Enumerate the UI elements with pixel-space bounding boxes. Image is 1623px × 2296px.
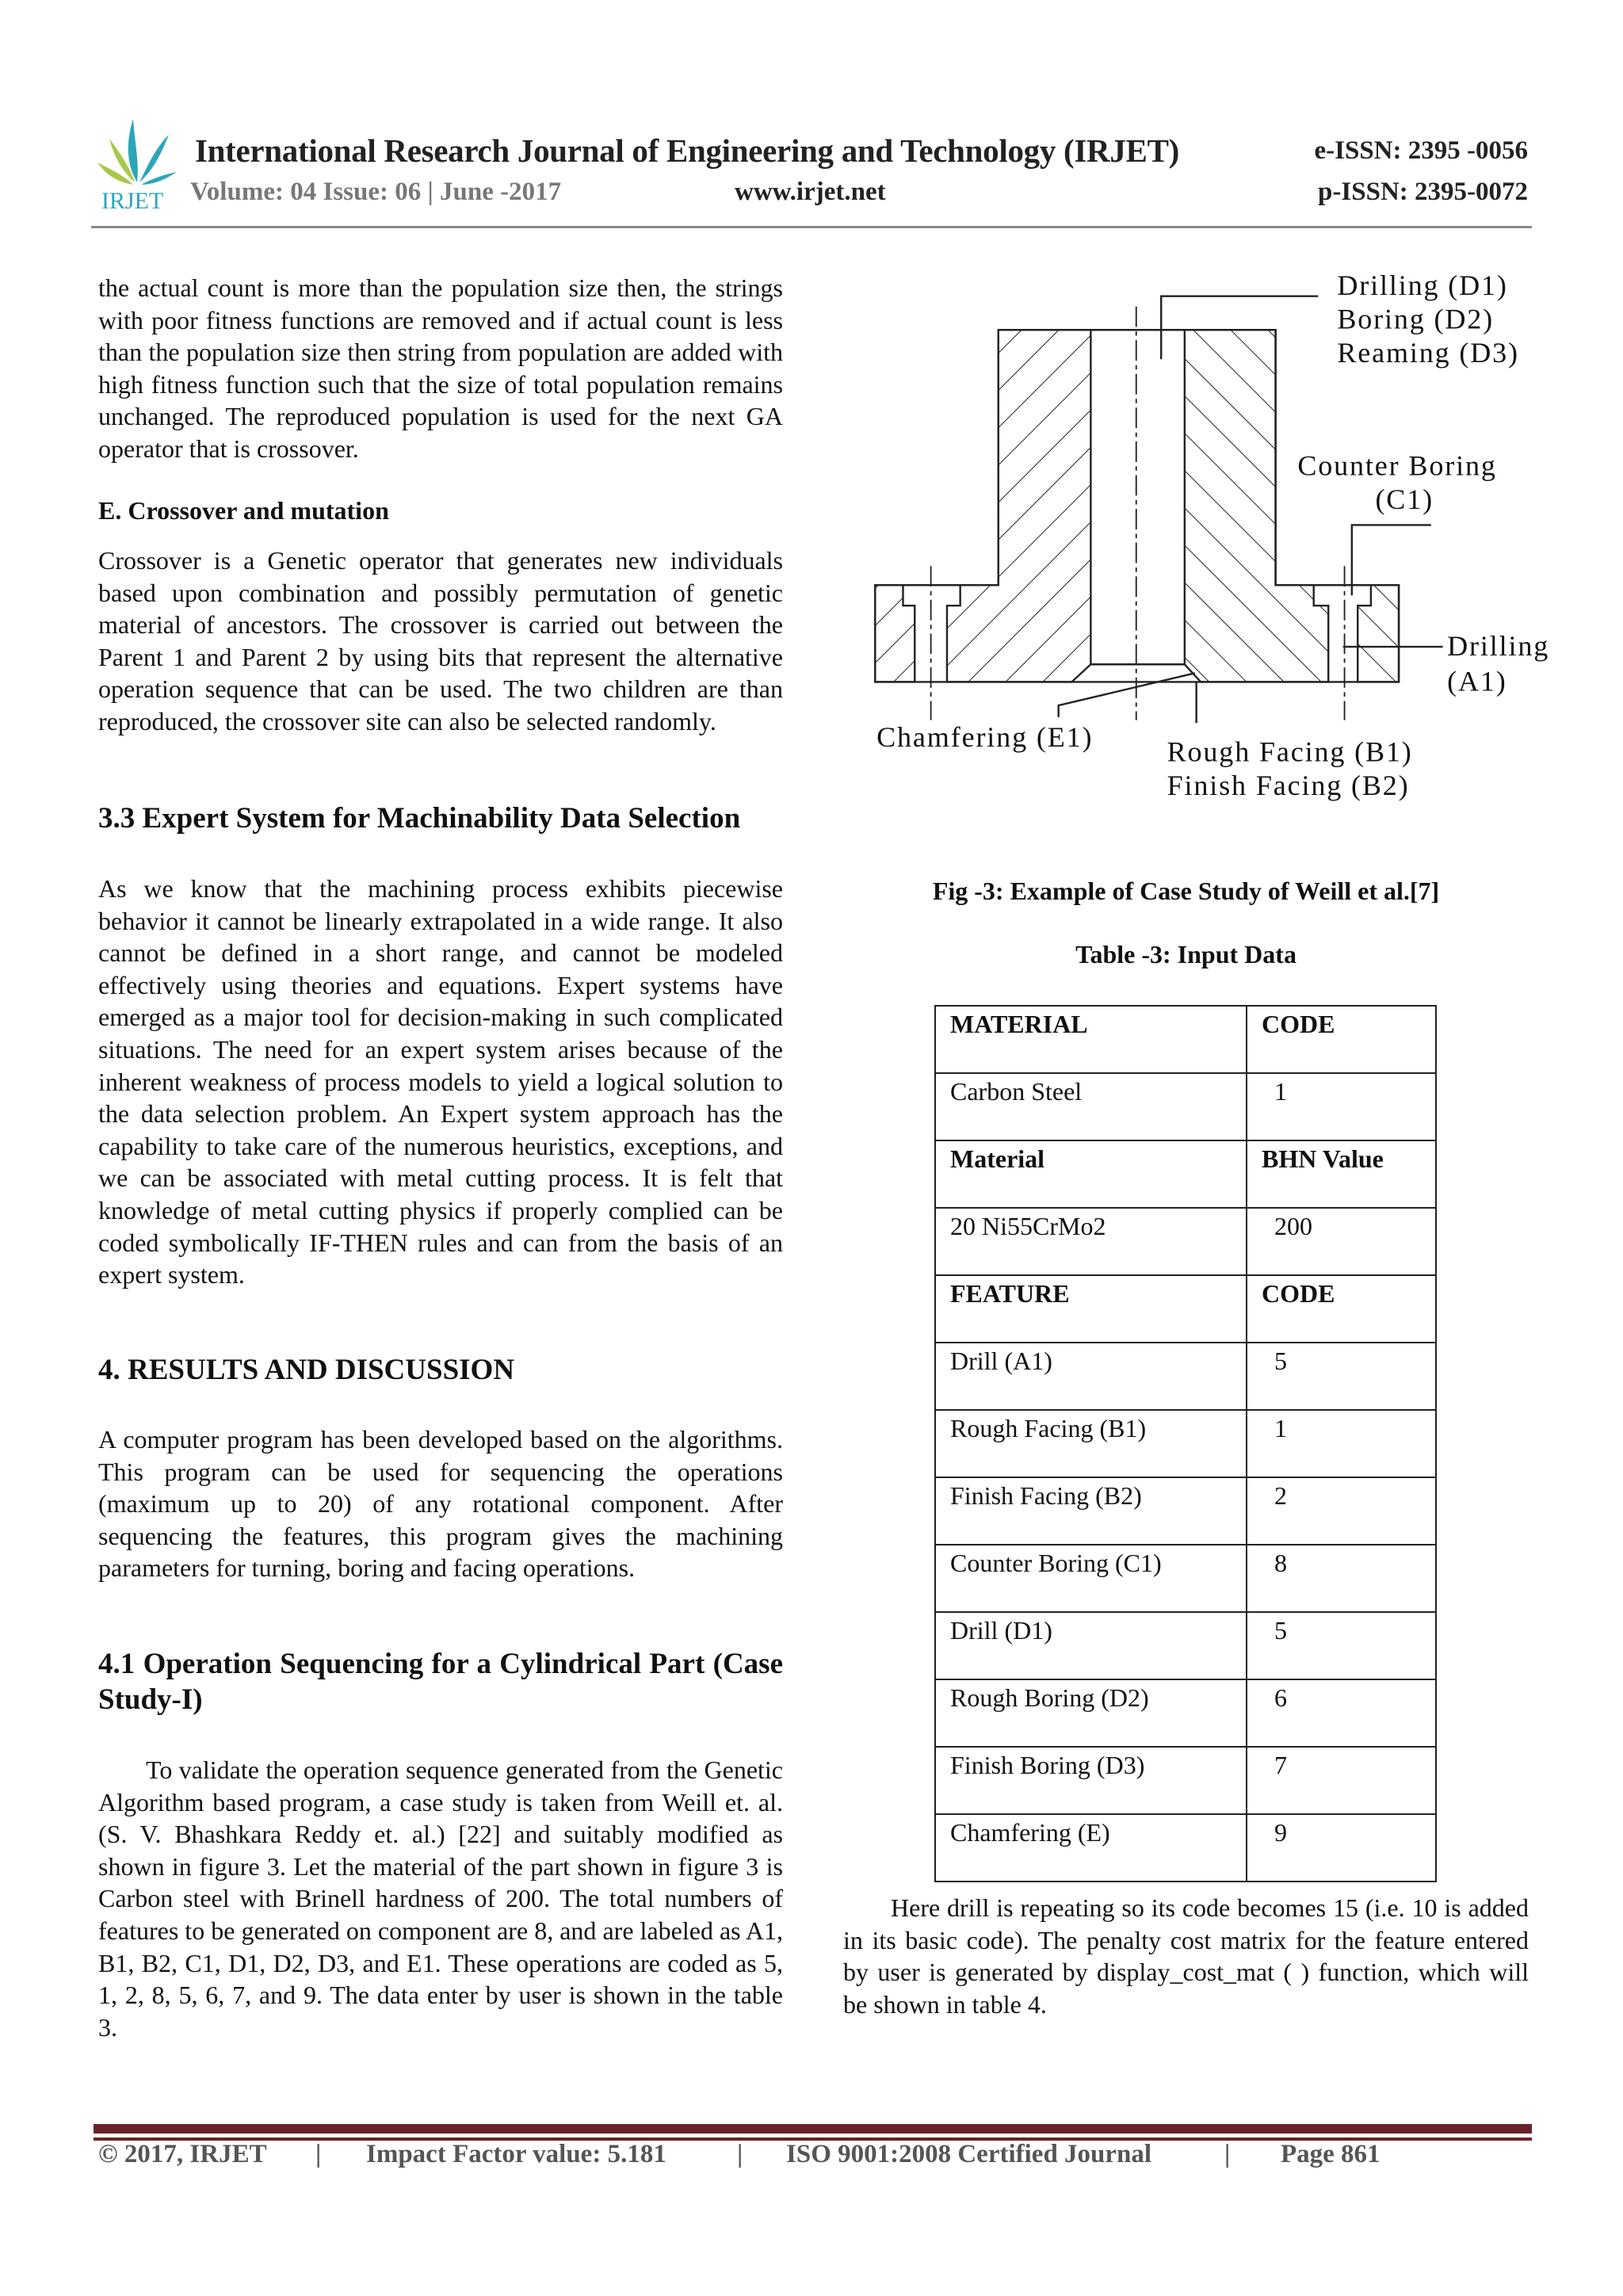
table-row <box>935 1545 1436 1612</box>
table-cell-label: Finish Facing (B2) <box>935 1477 1247 1545</box>
pissn: p-ISSN: 2395-0072 <box>1318 178 1528 206</box>
paragraph-results: A computer program has been developed based on the algorithms. This program can be used for sequencing the operations (maximum up to 20) of any rotational component. After sequencing the features, this program gives the machining parameters for turning, boring and facing operations. <box>98 1425 783 1583</box>
figure-caption-text: : Example of Case Study of Weill et al.[7] <box>995 877 1440 905</box>
table-header-row <box>935 1006 1436 1073</box>
label-drilling-a1-code: (A1) <box>1447 665 1507 697</box>
label-counter-boring: Counter Boring <box>1297 449 1497 482</box>
paragraph-crossover: Crossover is a Genetic operator that generates new individuals based upon combination and possibly permutation of genetic material of ancestors. The crossover is carried out between the Parent 1 and Parent 2 by using bits that represent the alternative operation sequence that can be used. The two children are than reproduced, the crossover site can also be selected randomly. <box>98 546 783 735</box>
paragraph-expert-system: As we know that the machining process exhibits piecewise behavior it cannot be linearly extrapolated in a wide range. It also cannot be defined in a short range, and cannot be modeled effectively using theories and equations. Expert systems have emerged as a major tool for decision-making in such complicated situations. The need for an expert system arises because of the inherent weakness of process models to yield a logical solution to the data selection problem. An Expert system approach has the capability to take care of the numerous heuristics, exceptions, and we can be associated with metal cutting process. It is felt that knowledge of metal cutting physics if properly complied can be coded symbolically IF-THEN rules and can from the basis of an expert system. <box>98 874 783 1289</box>
heading-results: 4. RESULTS AND DISCUSSION <box>98 1354 515 1386</box>
table-cell-label: Carbon Steel <box>935 1073 1247 1140</box>
table-cell-value: 1 <box>1247 1410 1436 1477</box>
svg-text:IRJET: IRJET <box>101 188 164 214</box>
table-row <box>935 1410 1436 1477</box>
label-finish-facing: Finish Facing (B2) <box>1167 769 1410 801</box>
table-cell-value: 9 <box>1247 1814 1436 1881</box>
footer-page-number: Page 861 <box>1281 2140 1381 2168</box>
paragraph-case-study: To validate the operation sequence generated from the Genetic Algorithm based program, a case study is taken from Weill et. al. (S. V. Bhashkara Reddy et. al.) [22] and suitably modified as shown in figure 3. Let the material of the part shown in figure 3 is Carbon steel with Brinell hardness of 200. The total numbers of features to be generated on component are 8, and are labeled as A1, B1, B2, C1, D1, D2, D3, and E1. These operations are coded as 5, 1, 2, 8, 5, 6, 7, and 9. The data enter by user is shown in the table 3. <box>98 1755 783 2042</box>
footer-copyright: © 2017, IRJET <box>98 2140 267 2168</box>
footer-impact-factor: Impact Factor value: 5.181 <box>366 2140 666 2168</box>
header-divider <box>91 226 1532 228</box>
table-header-row <box>935 1275 1436 1343</box>
table-cell-label: MATERIAL <box>935 1006 1247 1073</box>
table-row <box>935 1477 1436 1545</box>
footer-separator: | <box>737 2140 743 2168</box>
table-cell-value: 8 <box>1247 1545 1436 1612</box>
table-cell-value: BHN Value <box>1247 1140 1436 1208</box>
table-cell-label: Finish Boring (D3) <box>935 1747 1247 1814</box>
footer-separator: | <box>315 2140 322 2168</box>
table-cell-label: Counter Boring (C1) <box>935 1545 1247 1612</box>
journal-logo <box>94 115 181 214</box>
logo-leaves-icon <box>94 115 181 214</box>
label-drilling-a1: Drilling <box>1447 630 1550 663</box>
footer-separator: | <box>1224 2140 1231 2168</box>
label-boring-d2: Boring (D2) <box>1337 303 1495 335</box>
eissn: e-ISSN: 2395 -0056 <box>1314 136 1528 165</box>
heading-crossover: E. Crossover and mutation <box>98 496 389 525</box>
heading-case-study: 4.1 Operation Sequencing for a Cylindrical Part (Case Study-I) <box>98 1648 783 1716</box>
table-cell-label: Material <box>935 1140 1247 1208</box>
table-cell-value: CODE <box>1247 1006 1436 1073</box>
label-counter-boring-code: (C1) <box>1375 483 1434 516</box>
table-cell-value: 2 <box>1247 1477 1436 1545</box>
table-cell-value: 6 <box>1247 1679 1436 1747</box>
paragraph-reproduction: the actual count is more than the population size then, the strings with poor fitness functions are removed and if actual count is less than the population size then string from population are added with high fitness function such that the size of total population remains unchanged. The reproduced population is used for the next GA operator that is crossover. <box>98 273 783 463</box>
figure-part-drawing <box>856 254 1569 824</box>
journal-title: International Research Journal of Engineering and Technology (IRJET) <box>195 132 1179 169</box>
volume-issue: Volume: 04 Issue: 06 | June -2017 <box>190 178 562 206</box>
footer-iso: ISO 9001:2008 Certified Journal <box>786 2140 1152 2168</box>
table-cell-label: Rough Facing (B1) <box>935 1410 1247 1477</box>
table-cell-label: Drill (A1) <box>935 1343 1247 1410</box>
table-row <box>935 1343 1436 1410</box>
label-drilling-d1: Drilling (D1) <box>1337 269 1508 301</box>
table-row <box>935 1073 1436 1140</box>
table-cell-label: Rough Boring (D2) <box>935 1679 1247 1747</box>
table-row <box>935 1679 1436 1747</box>
table-cell-value: 1 <box>1247 1073 1436 1140</box>
table-cell-value: 7 <box>1247 1747 1436 1814</box>
label-rough-facing: Rough Facing (B1) <box>1167 735 1413 768</box>
table-row <box>935 1612 1436 1679</box>
figure-caption-prefix: Fig -3 <box>932 877 995 905</box>
paragraph-drill-repeat: Here drill is repeating so its code becomes 15 (i.e. 10 is added in its basic code). The penalty cost matrix for the feature entered by user is generated by display_cost_mat ( ) function, which will be shown in table 4. <box>843 1893 1529 2019</box>
table-cell-label: Drill (D1) <box>935 1612 1247 1679</box>
table-row <box>935 1747 1436 1814</box>
footer-bar <box>94 2124 1532 2134</box>
table-caption: Table -3: Input Data <box>1075 940 1296 968</box>
table-cell-value: 5 <box>1247 1343 1436 1410</box>
label-chamfering: Chamfering (E1) <box>876 720 1094 753</box>
table-cell-value: CODE <box>1247 1275 1436 1343</box>
table-cell-value: 200 <box>1247 1208 1436 1275</box>
table-cell-value: 5 <box>1247 1612 1436 1679</box>
table-header-row <box>935 1140 1436 1208</box>
input-data-table <box>934 1005 1437 1882</box>
table-row <box>935 1814 1436 1881</box>
heading-expert-system: 3.3 Expert System for Machinability Data Selection <box>98 802 741 835</box>
table-row <box>935 1208 1436 1275</box>
table-cell-label: FEATURE <box>935 1275 1247 1343</box>
figure-caption <box>843 877 1529 906</box>
journal-url[interactable]: www.irjet.net <box>735 178 886 206</box>
table-cell-label: 20 Ni55CrMo2 <box>935 1208 1247 1275</box>
label-reaming-d3: Reaming (D3) <box>1337 336 1519 369</box>
table-cell-label: Chamfering (E) <box>935 1814 1247 1881</box>
